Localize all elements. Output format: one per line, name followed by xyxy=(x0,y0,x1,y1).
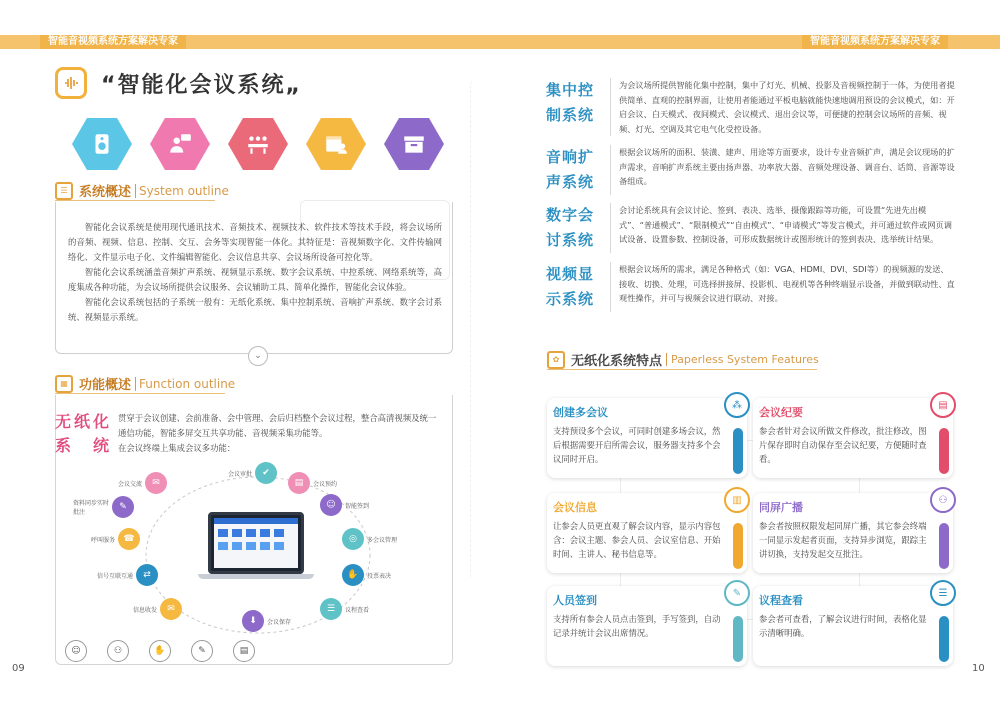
card-title: 议程查看 xyxy=(759,594,803,607)
feature-diagram xyxy=(73,460,450,660)
feature-card xyxy=(753,398,953,478)
digital-conference-block xyxy=(546,203,956,253)
card-text: 参会者按照权限发起同屏广播，其它参会终端一同显示发起者页面，支持异步浏览，跟踪主讲切换，支持发起交互批注。 xyxy=(759,521,927,559)
card-title: 会议信息 xyxy=(553,501,597,514)
edit-icon: ✎ xyxy=(191,640,213,662)
page-number-left: 09 xyxy=(12,663,25,674)
vote-icon: ✋ xyxy=(342,564,364,586)
card-title: 同屏广播 xyxy=(759,501,803,514)
card-accent xyxy=(733,428,743,474)
diagram-node: ☺ 智能签到 xyxy=(320,494,372,516)
central-control-block xyxy=(546,78,956,136)
function-text-line: 通信功能，智能多屏交互共享功能、音视频采集功能等。 xyxy=(118,428,328,438)
sound-wave-icon xyxy=(55,67,87,99)
hand-icon: ✋ xyxy=(149,640,171,662)
features-icon: ✿ xyxy=(547,351,565,369)
signin-icon: ✎ xyxy=(724,580,750,606)
block-title: 视频显示系统 xyxy=(546,265,595,308)
card-accent xyxy=(939,428,949,474)
signin-icon: ☺ xyxy=(320,494,342,516)
block-title: 数字会讨系统 xyxy=(546,206,595,249)
booking-icon: ▤ xyxy=(288,472,310,494)
page-number-right: 10 xyxy=(972,663,985,674)
laptop-base xyxy=(198,574,314,579)
video-display-block xyxy=(546,262,956,312)
signal-icon: ⇄ xyxy=(136,564,158,586)
outline-icon: ☰ xyxy=(55,182,73,200)
annotate-icon: ✎ xyxy=(112,496,134,518)
txt-file-icon: ▤ xyxy=(930,392,956,418)
features-subtitle: Paperless System Features xyxy=(666,353,819,366)
header-label-left: 智能音视频系统方案解决专家 xyxy=(40,35,186,49)
diagram-node: ◎ 多会议管理 xyxy=(342,528,400,550)
group-icon: ⚇ xyxy=(107,640,129,662)
block-title: 集中控制系统 xyxy=(546,81,595,124)
card-accent xyxy=(939,616,949,662)
card-text: 参会者针对会议所做文件修改，批注修改，图片保存即时自动保存至会议纪要，方便随时查看。 xyxy=(759,426,927,464)
card-accent xyxy=(733,616,743,662)
feature-card xyxy=(753,586,953,666)
function-outline-subtitle: Function outline xyxy=(135,377,235,391)
info-doc-icon: ▥ xyxy=(724,487,750,513)
main-title-group xyxy=(55,67,302,99)
block-text: 根据会议场所的需求，满足各种格式（如：VGA、HDMI、DVI、SDI等）的视频源的发送、接收、切换、处理，可选择拼接屏、投影机、电视机等各种终端显示设备，并做到联动性、直观性操作，并可与视频会议进行联动、对接。 xyxy=(610,262,956,312)
features-heading xyxy=(547,350,819,369)
divider xyxy=(55,200,215,201)
feature-card xyxy=(547,398,747,478)
feature-card xyxy=(753,493,953,573)
card-title: 创建多会议 xyxy=(553,406,608,419)
function-outline-title: 功能概述 xyxy=(79,378,132,393)
function-icon: ▦ xyxy=(55,375,73,393)
block-text: 为会议场所提供智能化集中控制，集中了灯光、机械、投影及音视频控制于一体，为使用者提供简单、直观的控制界面，让使用者能通过平板电脑就能快速地调用预设的会议模式，如：开启会议、白天模式、夜间模式、会议模式、退出会议等，可便捷的控制会议场所的音频、视频、灯光、空调及其它电气化受控设备。 xyxy=(610,78,956,136)
broadcast-icon: ⚇ xyxy=(930,487,956,513)
page-title: “智能化会议系统„ xyxy=(101,72,302,98)
features-title: 无纸化系统特点 xyxy=(571,354,663,369)
card-text: 参会者可查看，了解会议进行时间，表格化显示清晰明确。 xyxy=(759,614,927,638)
diagram-node: ▤ 会议预约 xyxy=(288,472,340,494)
paperless-label-line: 无纸化 xyxy=(55,412,113,431)
diagram-node: 呼叫服务 ☎ xyxy=(88,528,140,550)
function-outline-heading xyxy=(55,374,235,393)
function-description xyxy=(118,411,448,456)
document-icon: ▤ xyxy=(233,640,255,662)
diagram-node: 信息收发 ✉ xyxy=(130,598,182,620)
laptop-image xyxy=(208,512,304,574)
hex-icon-row xyxy=(72,118,444,170)
card-title: 会议纪要 xyxy=(759,406,803,419)
card-title: 人员签到 xyxy=(553,594,597,607)
block-text: 会讨论系统具有会议讨论、签到、表决、选举、摄像跟踪等功能，可设置“先进先出模式”、“普通模式”、“限制模式”“自由模式”、“申请模式”等发言模式，并可通过软件或网页调试设备、设置参数、控制设备，可形成数据统计或图形统计的签到表决、选举统计结果。 xyxy=(610,203,956,253)
outline-paragraph: 智能化会议系统涵盖音频扩声系统、视频显示系统、数字会议系统、中控系统、网络系统等，高度集成各种功能，为会议场所提供会议服务、会议辅助工具、简单化操作，智能化会议体验。 xyxy=(68,267,442,292)
agenda-icon: ☰ xyxy=(320,598,342,620)
system-outline-box xyxy=(55,202,453,354)
card-accent xyxy=(939,523,949,569)
card-text: 让参会人员更直观了解会议内容，显示内容包含：会议主题、参会人员、会议室信息、开始时间、主讲人、秘书信息等。 xyxy=(553,521,721,559)
call-service-icon: ☎ xyxy=(118,528,140,550)
save-icon: ⬇ xyxy=(242,610,264,632)
feature-card xyxy=(547,493,747,573)
divider xyxy=(547,369,817,370)
block-text: 根据会议场所的面积、装潢、建声、用途等方面要求，设计专业音频扩声，满足会议现场的扩声需求，音响扩声系统主要由扬声器、功率放大器、音频处理设备、调音台、话筒、音源等设备组成。 xyxy=(610,145,956,195)
multi-meeting-icon: ◎ xyxy=(342,528,364,550)
conference-icon xyxy=(228,118,288,170)
function-text-line: 在会议终端上集成会议多功能： xyxy=(118,443,236,453)
background-decoration xyxy=(470,80,530,580)
network-icon: ⁂ xyxy=(724,392,750,418)
archive-box-icon xyxy=(384,118,444,170)
sound-system-block xyxy=(546,145,956,195)
system-outline-subtitle: System outline xyxy=(135,184,229,198)
system-outline-heading xyxy=(55,181,229,200)
message-icon: ✉ xyxy=(160,598,182,620)
diagram-node: 信号互联互通 ⇄ xyxy=(94,564,158,586)
block-title: 音响扩声系统 xyxy=(546,148,595,191)
paperless-label-line: 系 统 xyxy=(55,436,113,455)
card-text: 支持所有参会人员点击签到，手写签到，自动记录并统计会议出席情况。 xyxy=(553,614,721,638)
function-text-line: 贯穿于会议创建、会前准备、会中管理、会后归档整个会议过程，整合高清视频及统一 xyxy=(118,413,437,423)
presenter-icon xyxy=(150,118,210,170)
diagram-node: 会议审批 ✔ xyxy=(225,462,277,484)
calendar-people-icon xyxy=(306,118,366,170)
user-icon: ☺ xyxy=(65,640,87,662)
diagram-node: ✋ 投票表决 xyxy=(342,564,394,586)
divider xyxy=(55,393,225,394)
outline-paragraph: 智能化会议系统是使用现代通讯技术、音频技术、视频技术、软件技术等技术手段，将会议场所的音频、视频、信息、控制、交互、会务等实现智能一体化。其特征是：音视频数字化、文件传输网络化、文件显示电子化、文件编辑智能化、会议信息共享、会议场所设备可控化等。 xyxy=(68,222,442,262)
outline-paragraph: 智能化会议系统包括的子系统一般有：无纸化系统、集中控制系统、音响扩声系统、数字会讨系统、视频显示系统。 xyxy=(68,297,442,322)
chevron-down-icon[interactable]: ⌄ xyxy=(248,346,268,366)
bottom-icon-row xyxy=(65,640,255,662)
system-outline-title: 系统概述 xyxy=(79,185,132,200)
paperless-label xyxy=(55,410,112,458)
agenda-icon: ☰ xyxy=(930,580,956,606)
speaker-icon xyxy=(72,118,132,170)
card-accent xyxy=(733,523,743,569)
diagram-node: ⬇ 会议保存 xyxy=(242,610,294,632)
feature-card xyxy=(547,586,747,666)
chat-icon: ✉ xyxy=(145,472,167,494)
diagram-node: ☰ 议程查看 xyxy=(320,598,372,620)
header-label-right: 智能音视频系统方案解决专家 xyxy=(802,35,948,49)
card-text: 支持预设多个会议，可同时创建多场会议，然后根据需要开启所需会议，服务器支持多个会议同时开启。 xyxy=(553,426,721,464)
diagram-node: 资料同步实时批注 ✎ xyxy=(70,496,134,518)
diagram-node: 会议交流 ✉ xyxy=(115,472,167,494)
approval-icon: ✔ xyxy=(255,462,277,484)
